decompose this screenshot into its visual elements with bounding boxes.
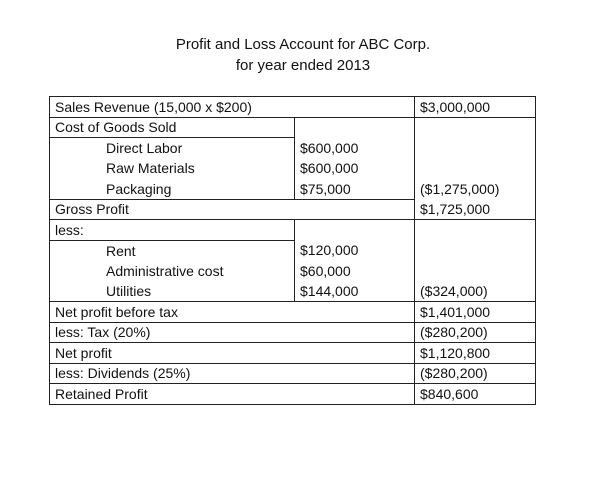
net-profit-before-tax-label: Net profit before tax (50, 302, 415, 323)
raw-materials-total-cell (415, 158, 536, 179)
cogs-label: Cost of Goods Sold (50, 117, 295, 138)
admin-cost-amount: $60,000 (295, 261, 415, 282)
report-title-line1: Profit and Loss Account for ABC Corp. (175, 36, 431, 53)
tax-total: ($280,200) (415, 322, 536, 343)
table-row-gross-profit (50, 199, 536, 220)
table-row-utilities (50, 281, 536, 302)
table-row-retained-profit (50, 384, 536, 405)
profit-loss-table (49, 96, 536, 405)
net-profit-before-tax-total: $1,401,000 (415, 302, 536, 323)
table-row-dividends (50, 363, 536, 384)
sales-revenue-total: $3,000,000 (415, 97, 536, 118)
cogs-amount-cell (295, 117, 415, 138)
raw-materials-amount: $600,000 (295, 158, 415, 179)
gross-profit-label: Gross Profit (50, 199, 415, 220)
packaging-label: Packaging (50, 179, 295, 200)
rent-label: Rent (50, 240, 295, 261)
direct-labor-total-cell (415, 138, 536, 159)
table-row-less (50, 220, 536, 241)
less-amount-cell (295, 220, 415, 241)
table-row-net-profit-before-tax (50, 302, 536, 323)
utilities-amount: $144,000 (295, 281, 415, 302)
admin-cost-label: Administrative cost (50, 261, 295, 282)
table-row-direct-labor (50, 138, 536, 159)
table-row-rent (50, 240, 536, 261)
retained-profit-total: $840,600 (415, 384, 536, 405)
direct-labor-amount: $600,000 (295, 138, 415, 159)
net-profit-total: $1,120,800 (415, 343, 536, 364)
report-title-line2: for year ended 2013 (235, 57, 371, 74)
cogs-total-cell (415, 117, 536, 138)
sales-revenue-label: Sales Revenue (15,000 x $200) (50, 97, 415, 118)
retained-profit-label: Retained Profit (50, 384, 415, 405)
raw-materials-label: Raw Materials (50, 158, 295, 179)
admin-cost-total-cell (415, 261, 536, 282)
rent-total-cell (415, 240, 536, 261)
direct-labor-label: Direct Labor (50, 138, 295, 159)
net-profit-label: Net profit (50, 343, 415, 364)
table-row-admin-cost (50, 261, 536, 282)
less-label: less: (50, 220, 295, 241)
utilities-total: ($324,000) (415, 281, 536, 302)
dividends-label: less: Dividends (25%) (50, 363, 415, 384)
tax-label: less: Tax (20%) (50, 322, 415, 343)
less-total-cell (415, 220, 536, 241)
rent-amount: $120,000 (295, 240, 415, 261)
table-row-net-profit (50, 343, 536, 364)
table-row-sales-revenue (50, 97, 536, 118)
report-title (0, 34, 606, 76)
table-row-raw-materials (50, 158, 536, 179)
table-row-tax (50, 322, 536, 343)
packaging-total: ($1,275,000) (415, 179, 536, 200)
utilities-label: Utilities (50, 281, 295, 302)
packaging-amount: $75,000 (295, 179, 415, 200)
table-row-cogs (50, 117, 536, 138)
dividends-total: ($280,200) (415, 363, 536, 384)
table-row-packaging (50, 179, 536, 200)
gross-profit-total: $1,725,000 (415, 199, 536, 220)
